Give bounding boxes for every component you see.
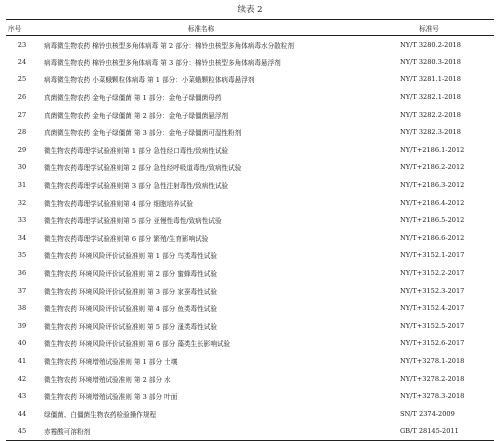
table-row [6,159,494,177]
standard-name: 赤霉酸可溶粉剂 [38,423,364,441]
standard-code: NY/T+3278.3-2018 [400,392,465,401]
standard-code: NY/T+2186.3-2012 [400,181,465,190]
standard-name: 真菌微生物农药 金龟子绿僵菌 第 3 部分：金龟子绿僵菌可湿性粉剂 [44,129,242,138]
table-row [6,317,494,335]
standard-code: NY/T+3152.1-2017 [400,251,465,260]
table-row [6,264,494,282]
standard-name: 病毒微生物农药 棉铃虫核型多角体病毒 第 2 部分：棉铃虫核型多角体病毒水分散粒剂 [44,41,294,50]
standard-name: 病毒微生物农药 小菜蛾颗粒体病毒 第 1 部分：小菜蛾颗粒体病毒悬浮剂 [44,76,255,85]
standard-name: 病毒微生物农药 棉铃虫核型多角体病毒 第 3 部分：棉铃虫核型多角体病毒悬浮剂 [44,58,281,67]
standard-code: NY/T+3278.2-2018 [400,374,465,383]
row-number: 36 [17,269,27,278]
standard-name: 微生物农药毒理学试验准则第 3 部分 急性注射毒性/致病性试验 [44,182,229,191]
table-row [6,194,494,212]
header-no: 序号 [6,20,38,36]
table-row [6,247,494,265]
row-number: 23 [17,40,27,49]
standard-code: NY/T+3152.2-2017 [400,269,465,278]
row-number: 41 [17,356,27,365]
table-row [6,141,494,159]
standard-code: NY/T+2186.2-2012 [400,163,465,172]
standard-name: 微生物农药 环境风险评价试验准则 第 3 部分 家蚕毒性试验 [44,287,217,296]
table-row [6,123,494,141]
row-number: 42 [17,374,27,383]
table-row [6,71,494,89]
standard-name: 微生物农药 环境风险评价试验准则 第 5 部分 溞类毒性试验 [44,322,217,331]
row-number: 38 [17,304,27,313]
standard-code: NY/T 3280.3-2018 [400,57,461,66]
header-row [6,20,494,36]
table-row [6,53,494,71]
row-number: 35 [17,251,27,260]
table-row [6,88,494,106]
standard-name: 微生物农药 环境增殖试验准则 第 2 部分 水 [44,375,171,384]
standard-code: NY/T+3152.5-2017 [400,321,465,330]
standard-code: NY/T 3282.1-2018 [400,93,461,102]
row-number: 32 [17,198,27,207]
standard-code: GB/T 28145-2011 [364,423,494,441]
standard-name: 微生物农药 环境风险评价试验准则 第 6 部分 藻类生长影响试验 [44,340,231,349]
table-body [6,36,494,441]
table-row [6,405,494,423]
standard-name: 微生物农药 环境增殖试验准则 第 3 部分 叶面 [44,393,178,402]
header-code: 标准号 [364,20,494,36]
standard-name: 微生物农药 环境增殖试验准则 第 1 部分 土壤 [44,357,178,366]
row-number: 39 [17,321,27,330]
standard-code: NY/T 3281.1-2018 [400,75,461,84]
row-number: 28 [17,128,27,137]
standard-code: NY/T 3282.2-2018 [400,110,461,119]
standards-table [6,19,494,441]
standard-code: SN/T 2374-2009 [400,409,455,418]
table-row [6,106,494,124]
standard-code: NY/T+2186.5-2012 [400,216,465,225]
row-number: 33 [17,216,27,225]
row-number: 43 [17,392,27,401]
row-number: 45 [6,423,38,441]
row-number: 34 [17,233,27,242]
header-name: 标准名称 [38,20,364,36]
table-row [6,370,494,388]
standard-code: NY/T+2186.1-2012 [400,145,465,154]
row-number: 31 [17,181,27,190]
standard-name: 微生物农药 环境风险评价试验准则 第 4 部分 鱼类毒性试验 [44,305,217,314]
standard-name: 绿僵菌、白僵菌生物农药检验操作规程 [44,410,157,419]
table-row [6,36,494,54]
standard-name: 真菌微生物农药 金龟子绿僵菌 第 2 部分：金龟子绿僵菌悬浮剂 [44,111,229,120]
table-row [6,176,494,194]
table-row [6,387,494,405]
standard-name: 微生物农药毒理学试验准则第 6 部分 繁殖/生育影响试验 [44,234,209,243]
standard-name: 微生物农药 环境风险评价试验准则 第 2 部分 蜜蜂毒性试验 [44,270,217,279]
table-row [6,229,494,247]
row-number: 24 [17,57,27,66]
standard-code: NY/T+3152.6-2017 [400,339,465,348]
table-caption: 续表 2 [237,5,263,15]
standard-code: NY/T+3278.1-2018 [400,356,465,365]
standard-name: 微生物农药毒理学试验准则第 5 部分 亚慢性毒性/致病性试验 [44,217,222,226]
row-number: 29 [17,145,27,154]
table-row [6,299,494,317]
standard-code: NY/T 3280.2-2018 [400,40,461,49]
table-row [6,211,494,229]
standard-name: 真菌微生物农药 金龟子绿僵菌 第 1 部分：金龟子绿僵菌母药 [44,94,222,103]
row-number: 30 [17,163,27,172]
standard-name: 微生物农药毒理学试验准则第 4 部分 细胞培养试验 [44,199,193,208]
row-number: 25 [17,75,27,84]
table-row [6,335,494,353]
row-number: 26 [17,93,27,102]
table-row [6,352,494,370]
standard-code: NY/T+3152.4-2017 [400,304,465,313]
standard-code: NY/T+3152.3-2017 [400,286,465,295]
standard-code: NY/T 3282.3-2018 [400,128,461,137]
standard-name: 微生物农药 环境风险评价试验准则 第 1 部分 鸟类毒性试验 [44,252,217,261]
row-number: 37 [17,286,27,295]
row-number: 44 [17,409,27,418]
standard-name: 微生物农药毒理学试验准则第 1 部分 急性经口毒性/致病性试验 [44,146,229,155]
row-number: 40 [17,339,27,348]
table-header [6,20,494,36]
row-number: 27 [17,110,27,119]
table-row [6,282,494,300]
standard-name: 微生物农药毒理学试验准则第 2 部分 急性经呼吸道毒性/致病性试验 [44,164,242,173]
standard-code: NY/T+2186.4-2012 [400,198,465,207]
standard-code: NY/T+2186.6-2012 [400,233,465,242]
